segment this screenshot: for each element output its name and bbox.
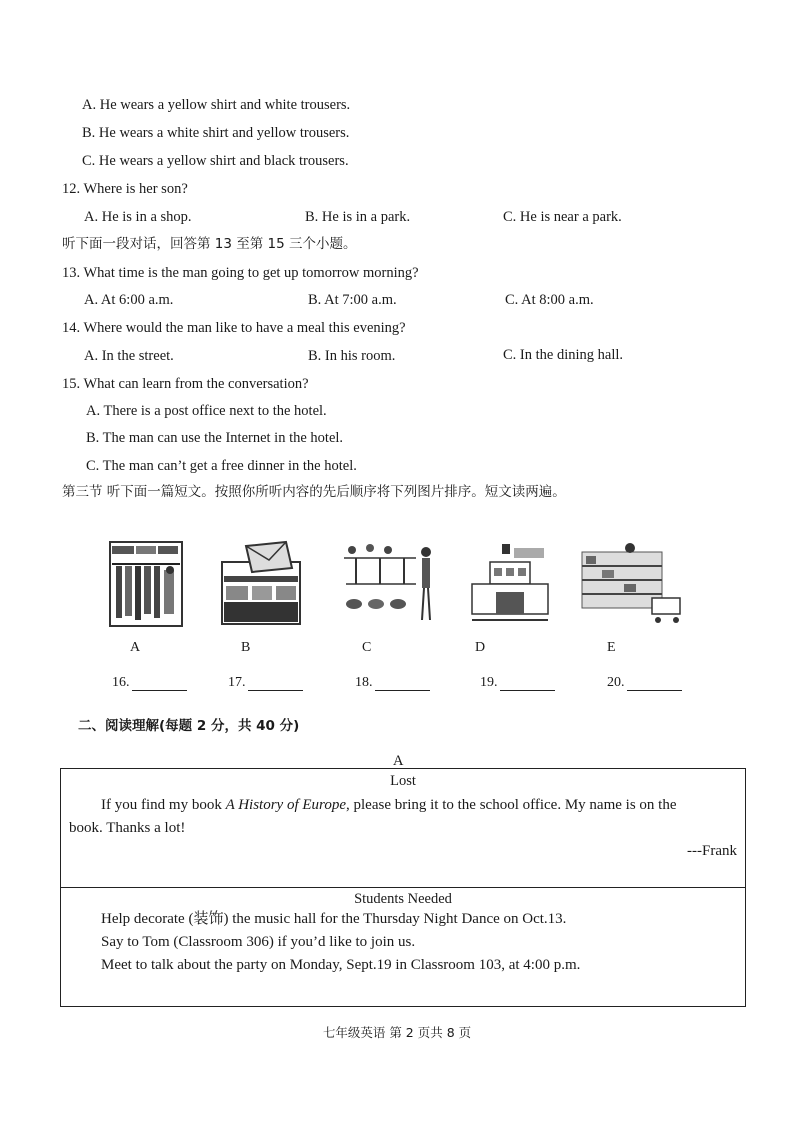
picture-label-d: D [475,640,486,655]
notice-lost-body-line2: book. Thanks a lot! [69,820,186,836]
blank-number: 19. [480,675,498,690]
picture-a-clothes-rack [108,540,184,628]
q13-option-a: A. At 6:00 a.m. [84,292,174,308]
notice-students-needed [60,887,746,1007]
q12-option-c: C. He is near a park. [503,209,622,225]
blank-number: 18. [355,675,373,690]
page-footer: 七年级英语 第 2 页共 8 页 [322,1025,472,1040]
q14-option-b: B. In his room. [308,348,396,364]
q14-option-a: A. In the street. [84,348,174,364]
notice-lost-body-pre: If you find my book [101,797,226,813]
q12-stem: 12. Where is her son? [62,181,188,197]
answer-blank-18[interactable] [355,675,430,691]
answer-blank-19[interactable] [480,675,555,691]
part-2-heading: 二、阅读理解(每题 2 分，共 40 分) [78,718,300,734]
q15-stem: 15. What can learn from the conversation? [62,376,309,392]
picture-d-school-building [468,540,552,628]
notice-lost-signature: ---Frank [687,843,737,859]
q15-option-b: B. The man can use the Internet in the hotel. [86,430,344,446]
blank-number: 20. [607,675,625,690]
picture-label-c: C [362,640,372,655]
notice-students-needed-title: Students Needed [354,891,452,907]
answer-blank-17[interactable] [228,675,303,691]
q11-option-b: B. He wears a white shirt and yellow trousers. [82,125,350,141]
q11-option-c: C. He wears a yellow shirt and black trousers. [82,153,349,169]
picture-b-shop-letter [218,540,304,628]
q12-option-b: B. He is in a park. [305,209,411,225]
notice-lost [60,768,746,888]
picture-label-a: A [130,640,141,655]
q14-stem: 14. Where would the man like to have a meal this evening? [62,320,406,336]
q12-option-a: A. He is in a shop. [84,209,192,225]
q11-option-a: A. He wears a yellow shirt and white trousers. [82,97,351,113]
q13-option-c: C. At 8:00 a.m. [505,292,594,308]
passage-label: A [393,753,404,769]
blank-number: 16. [112,675,130,690]
q15-option-a: A. There is a post office next to the hotel. [86,403,327,419]
book-title: A History of Europe [225,797,346,813]
picture-c-shopping-stalls [336,540,436,628]
picture-label-e: E [607,640,616,655]
answer-blank-20[interactable] [607,675,682,691]
q15-option-c: C. The man can’t get a free dinner in the hotel. [86,458,357,474]
q13-stem: 13. What time is the man going to get up tomorrow morning? [62,265,419,281]
notice-lost-title: Lost [390,773,416,789]
notice-line-3: Meet to talk about the party on Monday, Sept.19 in Classroom 103, at 4:00 p.m. [101,957,581,973]
answer-blank-16[interactable] [112,675,187,691]
notice-lost-body-post: , please bring it to the school office. My name is on the [346,797,677,813]
notice-lost-body [61,794,745,817]
picture-e-supermarket [578,540,688,628]
q13-option-b: B. At 7:00 a.m. [308,292,397,308]
notice-line-2: Say to Tom (Classroom 306) if you’d like to join us. [101,934,416,950]
notice-line-1: Help decorate (装饰) the music hall for the Thursday Night Dance on Oct.13. [101,911,567,927]
blank-number: 17. [228,675,246,690]
section-3-instruction: 第三节 听下面一篇短文。按照你所听内容的先后顺序将下列图片排序。短文读两遍。 [62,484,566,500]
picture-label-b: B [241,640,251,655]
instruction-13-15: 听下面一段对话，回答第 13 至第 15 三个小题。 [62,236,357,252]
q14-option-c: C. In the dining hall. [503,347,624,363]
